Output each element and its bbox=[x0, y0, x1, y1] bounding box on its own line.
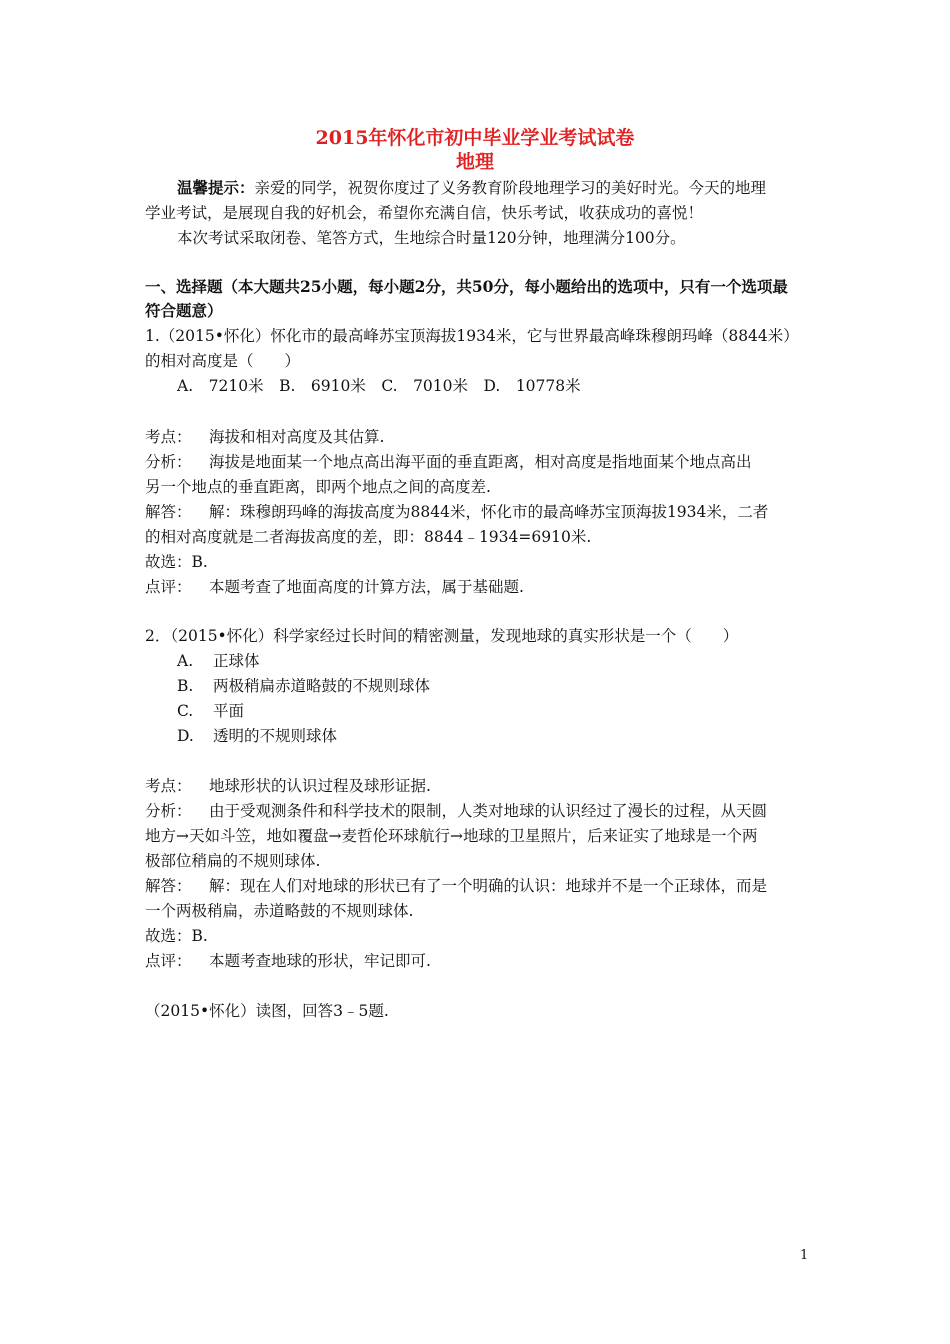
q1-jieda-row bbox=[145, 502, 768, 522]
q1-fenxi-2: 另一个地点的垂直距离，即两个地点之间的高度差. bbox=[145, 478, 491, 496]
q2-option-a-text: 正球体 bbox=[213, 652, 260, 670]
q2-dianping-label: 点评： bbox=[145, 952, 192, 970]
q2-option-d-letter: D. bbox=[177, 727, 194, 745]
tip-text-2: 学业考试，是展现自我的好机会，希望你充满自信，快乐考试，收获成功的喜悦！ bbox=[145, 204, 704, 222]
tip-label: 温馨提示： bbox=[177, 178, 255, 197]
q2-option-d-text: 透明的不规则球体 bbox=[213, 727, 338, 745]
q2-option-a-letter: A. bbox=[177, 652, 194, 670]
q1-kaodian: 海拔和相对高度及其估算. bbox=[209, 428, 385, 446]
q1-fenxi-1: 海拔是地面某一个地点高出海平面的垂直距离，相对高度是指地面某个地点高出 bbox=[209, 453, 752, 471]
q2-option-d bbox=[177, 726, 337, 746]
q2-jieda-label: 解答： bbox=[145, 877, 192, 895]
q1-jieda-1: 解：珠穆朗玛峰的海拔高度为8844米，怀化市的最高峰苏宝顶海拔1934米，二者 bbox=[209, 503, 769, 521]
q1-dianping: 本题考查了地面高度的计算方法，属于基础题. bbox=[209, 578, 524, 596]
q1-fenxi-label: 分析： bbox=[145, 453, 192, 471]
section1-heading-1: 一、选择题（本大题共25小题，每小题2分，共50分，每小题给出的选项中，只有一个选项最 bbox=[145, 277, 788, 296]
q2-option-b-text: 两极稍扁赤道略鼓的不规则球体 bbox=[213, 677, 431, 695]
exam-title: 2015年怀化市初中毕业学业考试试卷 bbox=[315, 127, 635, 149]
page-number: 1 bbox=[800, 1248, 809, 1263]
q2-kaodian-label: 考点： bbox=[145, 777, 192, 795]
tip-text-1: 亲爱的同学，祝贺你度过了义务教育阶段地理学习的美好时光。今天的地理 bbox=[254, 179, 767, 197]
q3-intro: （2015•怀化）读图，回答3﹣5题. bbox=[145, 1002, 389, 1020]
q2-fenxi-3: 极部位稍扁的不规则球体. bbox=[145, 852, 321, 870]
q2-option-b-letter: B. bbox=[177, 677, 194, 695]
q2-kaodian-row bbox=[145, 776, 431, 796]
q2-dianping-row bbox=[145, 951, 431, 971]
q2-guxuan: 故选：B. bbox=[145, 927, 208, 945]
q1-guxuan: 故选：B. bbox=[145, 553, 208, 571]
q2-jieda-1: 解：现在人们对地球的形状已有了一个明确的认识：地球并不是一个正球体，而是 bbox=[209, 877, 768, 895]
exam-subject: 地理 bbox=[455, 151, 494, 173]
q2-dianping: 本题考查地球的形状，牢记即可. bbox=[209, 952, 431, 970]
q2-fenxi-2: 地方→天如斗笠，地如覆盘→麦哲伦环球航行→地球的卫星照片，后来证实了地球是一个两 bbox=[145, 827, 758, 845]
q2-fenxi-label: 分析： bbox=[145, 802, 192, 820]
q2-option-a bbox=[177, 651, 260, 671]
q1-stem-1: 1.（2015•怀化）怀化市的最高峰苏宝顶海拔1934米，它与世界最高峰珠穆朗玛峰（8844米） bbox=[145, 327, 799, 345]
q2-jieda-row bbox=[145, 876, 767, 896]
q2-kaodian: 地球形状的认识过程及球形证据. bbox=[209, 777, 431, 795]
q2-option-c-letter: C. bbox=[177, 702, 194, 720]
q2-option-b bbox=[177, 676, 430, 696]
q1-jieda-label: 解答： bbox=[145, 503, 192, 521]
q2-fenxi-1: 由于受观测条件和科学技术的限制，人类对地球的认识经过了漫长的过程，从天圆 bbox=[209, 802, 768, 820]
q1-jieda-2: 的相对高度就是二者海拔高度的差，即：8844﹣1934=6910米. bbox=[145, 528, 592, 546]
q1-dianping-label: 点评： bbox=[145, 578, 192, 596]
q2-jieda-2: 一个两极稍扁，赤道略鼓的不规则球体. bbox=[145, 902, 414, 920]
q1-kaodian-row bbox=[145, 427, 384, 447]
q2-stem: 2．（2015•怀化）科学家经过长时间的精密测量，发现地球的真实形状是一个（ ） bbox=[145, 627, 739, 645]
q1-fenxi-row bbox=[145, 452, 752, 472]
q2-option-c-text: 平面 bbox=[213, 702, 245, 720]
tip-line-1 bbox=[177, 178, 766, 198]
q1-dianping-row bbox=[145, 577, 524, 597]
exam-info: 本次考试采取闭卷、笔答方式，生地综合时量120分钟，地理满分100分。 bbox=[177, 229, 686, 247]
q1-kaodian-label: 考点： bbox=[145, 428, 192, 446]
q1-options: A. 7210米 B. 6910米 C. 7010米 D. 10778米 bbox=[177, 377, 581, 395]
q1-stem-2: 的相对高度是（ ） bbox=[145, 352, 301, 370]
section1-heading-2: 符合题意） bbox=[145, 301, 223, 320]
q2-option-c bbox=[177, 701, 244, 721]
q2-fenxi-row bbox=[145, 801, 767, 821]
